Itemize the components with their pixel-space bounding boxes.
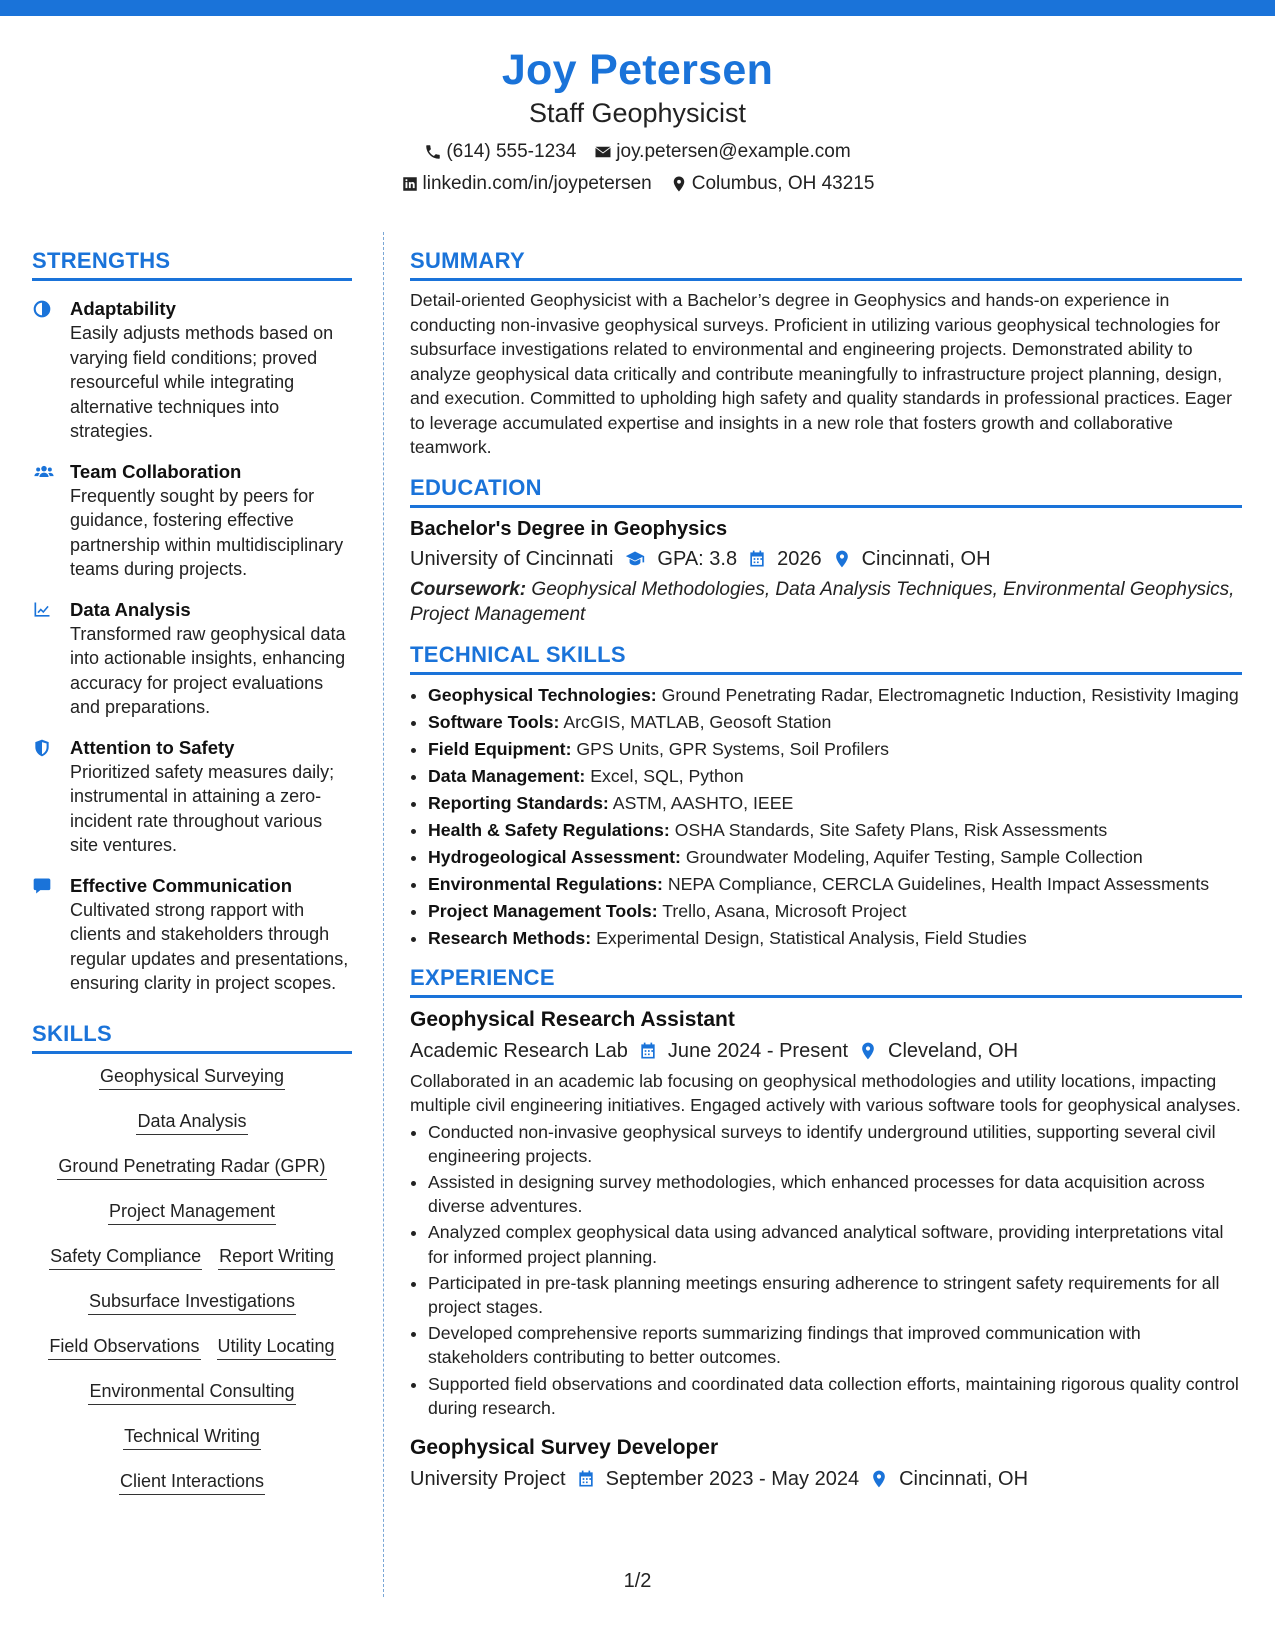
- job-meta: [410, 1037, 1242, 1065]
- job-bullets: [410, 1120, 1242, 1420]
- job-meta: [410, 1465, 1242, 1493]
- skill-tag: Geophysical Surveying: [99, 1064, 285, 1090]
- strength-title: Team Collaboration: [70, 460, 242, 482]
- list-item: • Data Management: Excel, SQL, Python: [428, 764, 1242, 788]
- left-column: [32, 247, 352, 1514]
- contact-row-2: [0, 172, 1275, 196]
- strength-item: [32, 736, 352, 858]
- list-item: • Supported field observations and coordinated data collection efforts, maintaining rigorous quality control during research.: [428, 1372, 1242, 1420]
- strength-title: Data Analysis: [70, 598, 191, 620]
- chart-line-icon: [32, 600, 52, 620]
- list-item: • Developed comprehensive reports summarizing findings that improved communication with stakeholders contributing to better outcomes.: [428, 1321, 1242, 1369]
- school-location: Cincinnati, OH: [861, 547, 991, 570]
- summary-text: Detail-oriented Geophysicist with a Bachelor’s degree in Geophysics and hands-on experience in conducting non-invasive geophysical surveys. Proficient in utilizing various geophysical technologies for subsurface investigations related to environmental and engineering projects. Demonstrated ability to analyze geophysical data critically and contribute meaningfully to infrastructure project planning, design, and execution. Committed to upholding high safety and quality standards in professional practices. Eager to leverage accumulated expertise and insights in a new role that fosters growth and collaborative teamwork.: [410, 290, 1232, 457]
- shield-icon: [32, 738, 52, 758]
- list-item: • Hydrogeological Assessment: Groundwater Modeling, Aquifer Testing, Sample Collection: [428, 845, 1242, 869]
- strength-item: [32, 460, 352, 582]
- candidate-title: Staff Geophysicist: [528, 98, 747, 128]
- email-contact[interactable]: [594, 140, 850, 164]
- email-text: joy.petersen@example.com: [616, 141, 851, 162]
- list-item: • Participated in pre-task planning meetings ensuring adherence to stringent safety requirements for all project stages.: [428, 1271, 1242, 1319]
- graduation-cap-icon: [623, 549, 647, 569]
- skill-tag: Environmental Consulting: [88, 1379, 295, 1405]
- strength-desc: Frequently sought by peers for guidance, fostering effective partnership within multidisciplinary teams during projects.: [70, 485, 344, 579]
- job-summary: Collaborated in an academic lab focusing on geophysical methodologies and utility locations, impacting multiple civil engineering initiatives. Engaged actively with various software tools for geophysical analyses.: [410, 1070, 1241, 1115]
- calendar-icon: [638, 1041, 658, 1061]
- technical-skills-heading: TECHNICAL SKILLS: [410, 641, 1242, 675]
- list-item: • Conducted non-invasive geophysical surveys to identify underground utilities, supporting several civil engineering projects.: [428, 1120, 1242, 1168]
- list-item: • Analyzed complex geophysical data using advanced analytical software, providing interpretations vital for informed project planning.: [428, 1220, 1242, 1268]
- list-item: • Reporting Standards: ASTM, AASHTO, IEEE: [428, 791, 1242, 815]
- skills-list: [32, 1064, 352, 1514]
- coursework-list: Geophysical Methodologies, Data Analysis Techniques, Environmental Geophysics, Project Management: [410, 578, 1235, 625]
- job-org: University Project: [410, 1467, 566, 1490]
- linkedin-icon: [401, 175, 419, 193]
- calendar-icon: [576, 1469, 596, 1489]
- map-pin-icon: [832, 549, 852, 569]
- strength-item: [32, 297, 352, 444]
- map-pin-icon: [670, 175, 688, 193]
- contact-row-1: [0, 140, 1275, 164]
- school-name: University of Cincinnati: [410, 547, 614, 570]
- skills-heading: SKILLS: [32, 1020, 352, 1054]
- coursework-label: Coursework:: [410, 578, 527, 600]
- strength-desc: Prioritized safety measures daily; instrumental in attaining a zero-incident rate throughout various site ventures.: [70, 761, 335, 855]
- gpa-text: GPA: 3.8: [657, 547, 738, 570]
- users-icon: [32, 462, 56, 482]
- grad-year: 2026: [777, 547, 822, 570]
- comment-icon: [32, 876, 52, 896]
- job-dates: June 2024 - Present: [667, 1039, 849, 1062]
- list-item: • Research Methods: Experimental Design, Statistical Analysis, Field Studies: [428, 926, 1242, 950]
- job-title: Geophysical Survey Developer: [410, 1435, 719, 1459]
- strength-desc: Easily adjusts methods based on varying field conditions; proved resourceful while integrating alternative techniques into strategies.: [70, 323, 334, 441]
- list-item: • Geophysical Technologies: Ground Penetrating Radar, Electromagnetic Induction, Resistivity Imaging: [428, 683, 1242, 707]
- top-accent-bar: [0, 0, 1275, 16]
- strength-desc: Cultivated strong rapport with clients and stakeholders through regular updates and presentations, ensuring clarity in project scopes.: [70, 899, 349, 993]
- skill-tag: Client Interactions: [119, 1469, 265, 1495]
- summary-heading: SUMMARY: [410, 247, 1242, 281]
- coursework: [410, 577, 1242, 627]
- technical-skills-list: [410, 683, 1242, 950]
- contrast-icon: [32, 299, 52, 319]
- page-number: 1/2: [623, 1570, 652, 1592]
- location-contact: [670, 172, 875, 196]
- phone-text: (614) 555-1234: [446, 141, 577, 162]
- skill-tag: Report Writing: [218, 1244, 335, 1270]
- envelope-icon: [594, 143, 612, 161]
- strength-item: [32, 874, 352, 996]
- strength-title: Attention to Safety: [70, 736, 235, 758]
- right-column: [410, 247, 1242, 1493]
- job-location: Cincinnati, OH: [899, 1467, 1029, 1490]
- skill-tag: Ground Penetrating Radar (GPR): [57, 1154, 326, 1180]
- map-pin-icon: [869, 1469, 889, 1489]
- list-item: • Assisted in designing survey methodologies, which enhanced processes for data acquisition across diverse adventures.: [428, 1170, 1242, 1218]
- job-org: Academic Research Lab: [410, 1039, 628, 1062]
- calendar-icon: [747, 549, 767, 569]
- experience-heading: EXPERIENCE: [410, 964, 1242, 998]
- strength-desc: Transformed raw geophysical data into actionable insights, enhancing accuracy for project evaluations and preparations.: [70, 623, 346, 717]
- strengths-heading: STRENGTHS: [32, 247, 352, 281]
- phone-contact[interactable]: [424, 140, 576, 164]
- education-heading: EDUCATION: [410, 474, 1242, 508]
- list-item: • Environmental Regulations: NEPA Compliance, CERCLA Guidelines, Health Impact Assessments: [428, 872, 1242, 896]
- job-dates: September 2023 - May 2024: [605, 1467, 860, 1490]
- map-pin-icon: [858, 1041, 878, 1061]
- job-location: Cleveland, OH: [888, 1039, 1019, 1062]
- phone-icon: [424, 143, 442, 161]
- linkedin-contact[interactable]: [401, 172, 652, 196]
- strength-title: Adaptability: [70, 298, 176, 319]
- resume-header: [0, 42, 1275, 196]
- skill-tag: Utility Locating: [217, 1334, 336, 1360]
- location-text: Columbus, OH 43215: [691, 173, 875, 194]
- strength-item: [32, 598, 352, 720]
- education-meta: [410, 545, 1242, 573]
- skill-tag: Technical Writing: [123, 1424, 261, 1450]
- list-item: • Health & Safety Regulations: OSHA Standards, Site Safety Plans, Risk Assessments: [428, 818, 1242, 842]
- skill-tag: Safety Compliance: [49, 1244, 202, 1270]
- skill-tag: Field Observations: [48, 1334, 200, 1360]
- list-item: • Field Equipment: GPS Units, GPR Systems, Soil Profilers: [428, 737, 1242, 761]
- linkedin-text: linkedin.com/in/joypetersen: [422, 173, 652, 194]
- skill-tag: Data Analysis: [136, 1109, 247, 1135]
- candidate-name: Joy Petersen: [501, 46, 774, 94]
- skill-tag: Subsurface Investigations: [88, 1289, 296, 1315]
- column-divider: [383, 232, 384, 1597]
- degree-title: Bachelor's Degree in Geophysics: [410, 517, 728, 540]
- list-item: • Project Management Tools: Trello, Asana, Microsoft Project: [428, 899, 1242, 923]
- job-title: Geophysical Research Assistant: [410, 1007, 735, 1031]
- skill-tag: Project Management: [108, 1199, 276, 1225]
- list-item: • Software Tools: ArcGIS, MATLAB, Geosoft Station: [428, 710, 1242, 734]
- strength-title: Effective Communication: [70, 874, 293, 896]
